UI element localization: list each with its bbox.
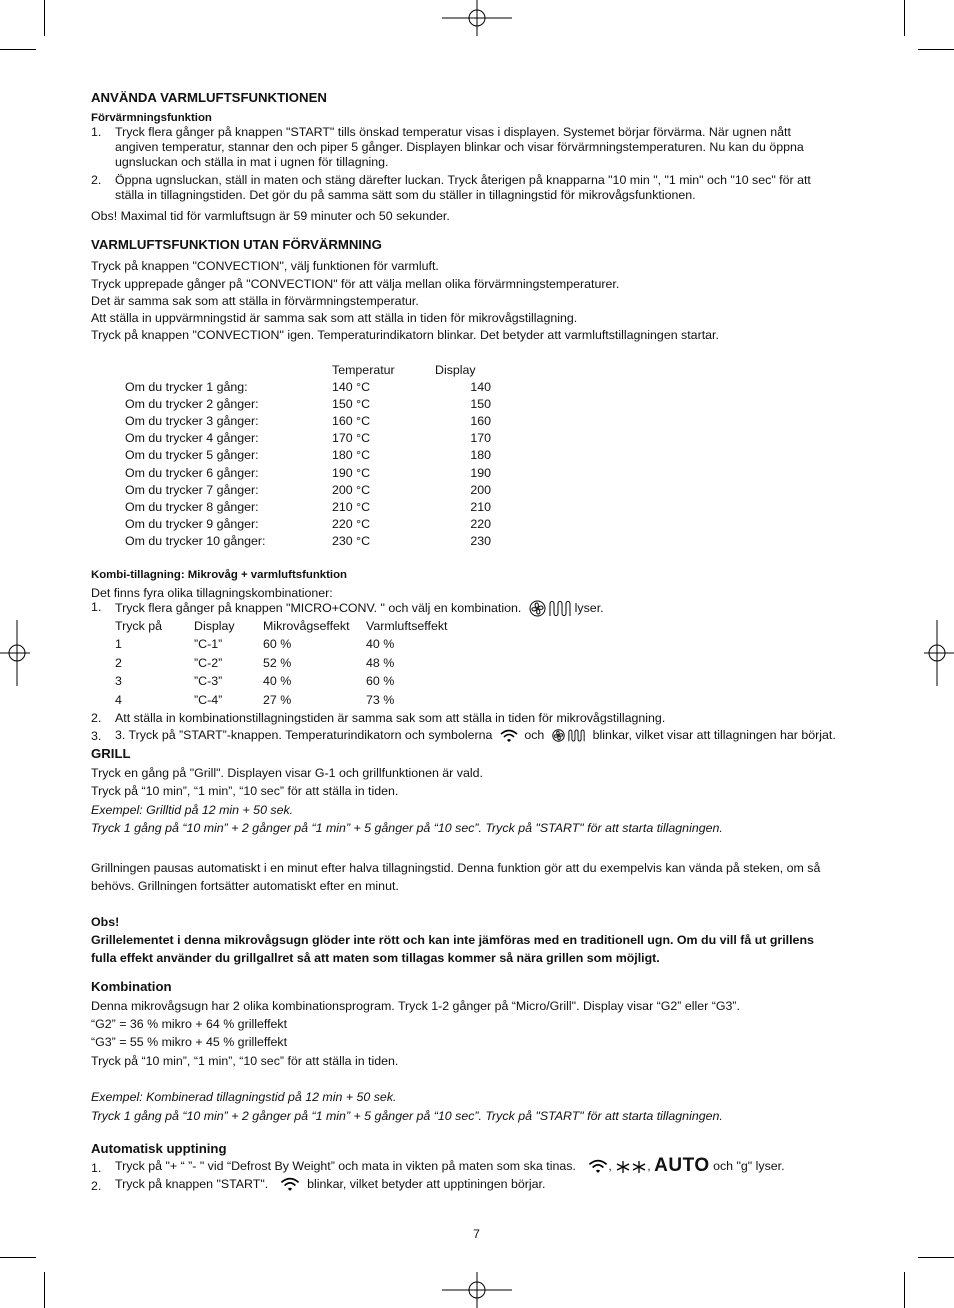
page-number: 7	[473, 1227, 480, 1241]
crop-mark	[918, 1257, 954, 1258]
temperature-cell: 210 °C	[332, 499, 371, 514]
list-item-line: Tryck flera gånger på knappen "START" tills önskad temperatur visas i displayen. Systemet börjar förvärma. När ugnen nått	[115, 125, 791, 139]
display-cell: 220	[470, 516, 491, 531]
display-cell: 170	[470, 431, 491, 446]
paragraph-line: “G2” = 36 % mikro + 64 % grilleffekt	[91, 1017, 288, 1031]
display-cell: 180	[470, 448, 491, 463]
press-cell: 3	[115, 674, 122, 688]
defrost-item-1-text: Tryck på "+ “ ”- " vid “Defrost By Weight” och mata in vikten på maten som ska tinas.	[115, 1159, 576, 1173]
subtitle-preheat: Förvärmningsfunktion	[91, 112, 212, 124]
combi-item-3-end: blinkar, vilket visar att tillagningen har börjat.	[592, 728, 836, 742]
press-cell: 4	[115, 692, 122, 707]
registration-mark-top	[442, 0, 512, 38]
microwave-wave-icon	[280, 1177, 300, 1192]
display-cell: 190	[470, 465, 491, 480]
crop-mark	[0, 1257, 36, 1258]
display-cell: 160	[470, 414, 491, 429]
list-number: 2.	[91, 711, 102, 725]
microwave-power-cell: 40 %	[263, 674, 292, 688]
combi-item-1-end: lyser.	[574, 600, 604, 615]
list-number: 2.	[91, 1179, 102, 1193]
paragraph-line: Tryck en gång på "Grill". Displayen visar G-1 och grillfunktionen är vald.	[91, 766, 483, 780]
display-cell: 210	[470, 499, 491, 514]
press-cell: 2	[115, 655, 122, 670]
paragraph-line: Tryck på “10 min”, “1 min”, “10 sec” för att ställa in tiden.	[91, 1054, 399, 1068]
microwave-wave-icon	[588, 1159, 608, 1174]
convection-power-cell: 60 %	[366, 674, 395, 688]
press-cell: 1	[115, 637, 122, 651]
press-count-cell: Om du trycker 7 gånger:	[125, 482, 259, 497]
temperature-cell: 190 °C	[332, 465, 371, 480]
table-header-temperature: Temperatur	[332, 363, 395, 377]
combi-header: Tryck på	[115, 619, 163, 633]
combi-item-3	[115, 728, 836, 743]
display-cell: ”C-3”	[194, 674, 223, 688]
paragraph-line: “G3” = 55 % mikro + 45 % grilleffekt	[91, 1035, 288, 1049]
temperature-cell: 140 °C	[332, 380, 371, 394]
paragraph-line: Tryck upprepade gånger på "CONVECTION" för att välja mellan olika förvärmningstemperaturer.	[91, 277, 620, 291]
combi-intro: Det finns fyra olika tillagningskombinationer:	[91, 586, 333, 600]
obs-line: Grillelementet i denna mikrovågsugn glöder inte rött och kan inte jämföras med en traditionell ugn. Om du vill få ut grillens	[91, 933, 814, 947]
list-item-line: ställa in tillagningstiden. Det gör du på samma sätt som du ställer in tillagningstid för mikrovågsfunktionen.	[115, 188, 696, 202]
section-title-defrost: Automatisk upptining	[91, 1141, 227, 1156]
list-item-line: ugnsluckan och ställa in mat i ugnen för tillagning.	[115, 155, 389, 169]
combi-item-1-text: Tryck flera gånger på knappen "MICRO+CONV. " och välj en kombination.	[115, 600, 522, 615]
combi-item-2: Att ställa in kombinationstillagningstiden är samma sak som att ställa in tiden för mikrovågstillagning.	[115, 711, 666, 725]
defrost-item-2-text: Tryck på knappen "START".	[115, 1177, 269, 1191]
temperature-cell: 160 °C	[332, 414, 371, 429]
section-title-grill: GRILL	[91, 746, 131, 761]
list-item-line: Öppna ugnsluckan, ställ in maten och stäng därefter luckan. Tryck återigen på knapparna "10 min ", "1 min" och "10 sec" för att	[115, 173, 811, 187]
display-cell: 200	[470, 482, 491, 497]
example-line: Exempel: Kombinerad tillagningstid på 12 min + 50 sek.	[91, 1090, 397, 1104]
paragraph-line: Denna mikrovågsugn har 2 olika kombinationsprogram. Tryck 1-2 gånger på “Micro/Grill". Display visar “G2” eller “G3”.	[91, 999, 740, 1013]
crop-mark	[44, 0, 45, 36]
paragraph-line: Att ställa in uppvärmningstid är samma sak som att ställa in tiden för mikrovågstillagning.	[91, 311, 578, 325]
example-line: Exempel: Grilltid på 12 min + 50 sek.	[91, 803, 294, 817]
display-cell: ”C-1”	[194, 637, 223, 651]
defrost-item-2-end: blinkar, vilket betyder att upptiningen börjar.	[307, 1177, 546, 1191]
press-count-cell: Om du trycker 6 gånger:	[125, 465, 259, 480]
temperature-cell: 200 °C	[332, 482, 371, 497]
auto-label: AUTO	[654, 1155, 710, 1176]
combi-item-3-and: och	[524, 728, 545, 742]
combi-item-1	[115, 600, 604, 617]
microwave-power-cell: 52 %	[263, 655, 292, 670]
obs-line: fulla effekt använder du grillgallret så att maten som tillagas kommer så nära grillen som möjligt.	[91, 951, 660, 965]
press-count-cell: Om du trycker 2 gånger:	[125, 397, 259, 412]
section-title-convection: ANVÄNDA VARMLUFTSFUNKTIONEN	[91, 90, 327, 105]
list-number: 3.	[91, 729, 102, 743]
temperature-cell: 230 °C	[332, 533, 371, 548]
table-header-display: Display	[435, 363, 476, 377]
crop-mark	[904, 1272, 905, 1308]
fan-icon	[552, 729, 565, 742]
registration-mark-left	[0, 620, 30, 686]
microwave-power-cell: 27 %	[263, 692, 292, 707]
paragraph-line: Det är samma sak som att ställa in förvärmningstemperatur.	[91, 294, 419, 308]
press-count-cell: Om du trycker 4 gånger:	[125, 431, 259, 446]
convection-power-cell: 48 %	[366, 655, 395, 670]
paragraph-line: Tryck på knappen "CONVECTION" igen. Temperaturindikatorn blinkar. Det betyder att varmluftstillagningen startar.	[91, 328, 719, 342]
defrost-item-1-end: och "g" lyser.	[713, 1159, 785, 1173]
crop-mark	[918, 49, 954, 50]
display-cell: 230	[470, 533, 491, 548]
combi-header: Varmluftseffekt	[366, 619, 448, 633]
separator-comma: ,	[608, 1159, 612, 1173]
list-number: 1.	[91, 125, 102, 139]
crop-mark	[44, 1272, 45, 1308]
snowflake-icon	[615, 1160, 647, 1174]
paragraph-line: behövs. Grillningen fortsätter automatiskt efter en minut.	[91, 879, 399, 893]
display-cell: ”C-4”	[194, 692, 223, 707]
list-number: 1.	[91, 600, 102, 614]
list-number: 1.	[91, 1161, 102, 1175]
display-cell: ”C-2”	[194, 655, 223, 670]
section-title-combi: Kombi-tillagning: Mikrovåg + varmluftsfunktion	[91, 569, 347, 581]
obs-title: Obs!	[91, 915, 120, 929]
defrost-item-1	[115, 1155, 785, 1177]
convection-power-cell: 40 %	[366, 637, 395, 651]
temperature-cell: 170 °C	[332, 431, 371, 446]
press-count-cell: Om du trycker 10 gånger:	[125, 533, 266, 548]
registration-mark-right	[924, 620, 954, 686]
list-item-line: angiven temperatur, stannar den och piper 5 gånger. Displayen blinkar och visar förvärmningstemperaturen. Nu kan du öppna	[115, 140, 804, 154]
example-line: Tryck 1 gång på “10 min” + 2 gånger på “1 min” + 5 gånger på “10 sec”. Tryck på "START" för att starta tillagningen.	[91, 821, 723, 835]
section-title-no-preheat: VARMLUFTSFUNKTION UTAN FÖRVÄRMNING	[91, 237, 382, 252]
microwave-power-cell: 60 %	[263, 637, 292, 651]
example-line: Tryck 1 gång på “10 min” + 2 gånger på “1 min” + 5 gånger på “10 sec”. Tryck på "START" för att starta tillagningen.	[91, 1109, 723, 1123]
display-cell: 140	[470, 380, 491, 394]
microwave-wave-icon	[500, 729, 518, 743]
heater-icon	[549, 600, 571, 617]
paragraph-line: Grillningen pausas automatiskt i en minut efter halva tillagningstid. Denna funktion gör att du exempelvis kan vända på steken, om så	[91, 861, 821, 875]
display-cell: 150	[470, 397, 491, 412]
paragraph-line: Tryck på “10 min”, “1 min”, “10 sec” för att ställa in tiden.	[91, 784, 399, 798]
press-count-cell: Om du trycker 1 gång:	[125, 380, 248, 394]
list-number: 2.	[91, 173, 102, 187]
temperature-cell: 220 °C	[332, 516, 371, 531]
fan-icon	[529, 600, 546, 617]
defrost-item-2	[115, 1177, 545, 1192]
heater-icon	[568, 729, 585, 742]
registration-mark-bottom	[442, 1270, 512, 1308]
separator-comma: ,	[647, 1159, 651, 1173]
paragraph-line: Tryck på knappen "CONVECTION", välj funktionen för varmluft.	[91, 259, 439, 273]
note-max-time: Obs! Maximal tid för varmluftsugn är 59 minuter och 50 sekunder.	[91, 209, 450, 223]
press-count-cell: Om du trycker 9 gånger:	[125, 516, 259, 531]
combi-header: Display	[194, 619, 235, 633]
temperature-cell: 180 °C	[332, 448, 371, 463]
combi-item-3-text: 3. Tryck på ”START”-knappen. Temperaturindikatorn och symbolerna	[115, 728, 493, 742]
crop-mark	[0, 49, 36, 50]
press-count-cell: Om du trycker 3 gånger:	[125, 414, 259, 429]
section-title-combination: Kombination	[91, 979, 172, 994]
press-count-cell: Om du trycker 5 gånger:	[125, 448, 259, 463]
crop-mark	[904, 0, 905, 36]
combi-header: Mikrovågseffekt	[263, 619, 350, 633]
temperature-cell: 150 °C	[332, 397, 371, 412]
convection-power-cell: 73 %	[366, 692, 395, 707]
press-count-cell: Om du trycker 8 gånger:	[125, 499, 259, 514]
